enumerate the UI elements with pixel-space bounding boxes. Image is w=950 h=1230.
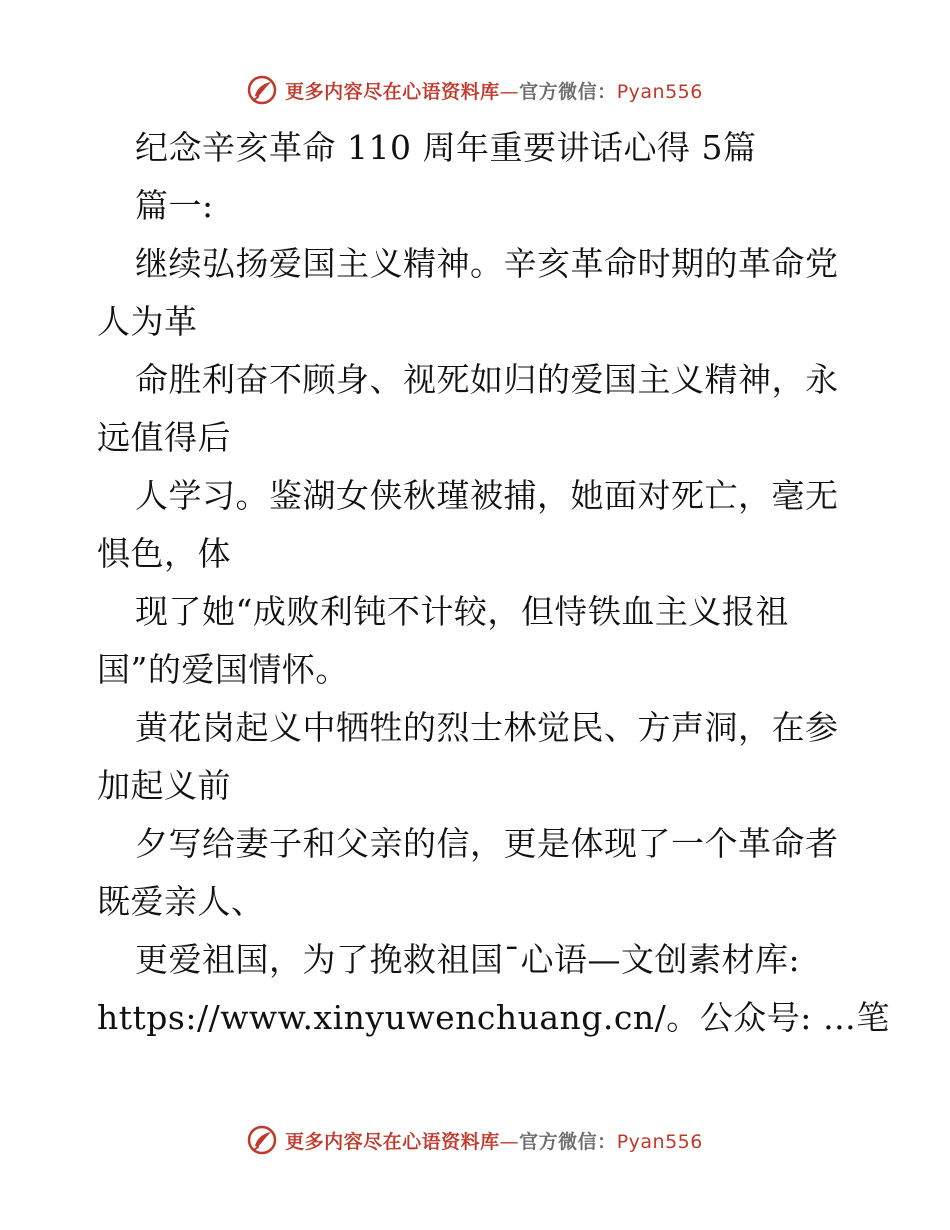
body-line: 现了她“成败利钝不计较，但恃铁血主义报祖: [135, 592, 789, 631]
body-line: 夕写给妻子和父亲的信，更是体现了一个革命者: [135, 824, 839, 863]
footer-dash: —: [499, 1130, 520, 1153]
body-line: 既爱亲人、: [97, 882, 265, 921]
body-line: 黄花岗起义中牺牲的烈士林觉民、方声洞，在参: [135, 708, 839, 747]
footer-site-text: 更多内容尽在心语资料库: [285, 1130, 500, 1153]
body-line: 国”的爱国情怀。: [97, 650, 349, 689]
document-title: 纪念辛亥革命 110 周年重要讲话心得 5篇: [135, 128, 757, 167]
brand-logo-icon: [247, 1125, 277, 1155]
body-line: 继续弘扬爱国主义精神。辛亥革命时期的革命党: [135, 244, 839, 283]
footer-watermark-banner: [0, 1120, 950, 1160]
brand-logo-icon: [247, 75, 277, 105]
section-heading: 篇一:: [135, 186, 214, 225]
body-line: 更爱祖国，为了挽救祖国¯心语—文创素材库:: [135, 940, 801, 979]
footer-wechat-id: Pyan556: [616, 1130, 703, 1153]
header-wechat-id: Pyan556: [616, 80, 703, 103]
footer-wechat-label: 官方微信：: [519, 1130, 617, 1153]
header-site-text: 更多内容尽在心语资料库: [285, 80, 500, 103]
header-watermark-banner: [0, 70, 950, 110]
body-line: 远值得后: [97, 418, 231, 457]
body-line: 人学习。鉴湖女侠秋瑾被捕，她面对死亡，毫无: [135, 476, 839, 515]
body-line: 命胜利奋不顾身、视死如归的爱国主义精神，永: [135, 360, 839, 399]
header-dash: —: [499, 80, 520, 103]
body-line: 加起义前: [97, 766, 231, 805]
body-line: https://www.xinyuwenchuang.cn/。公众号: …笔: [97, 998, 890, 1037]
body-line: 惧色，体: [97, 534, 231, 573]
header-wechat-label: 官方微信：: [519, 80, 617, 103]
footer-banner-text: [285, 1127, 703, 1154]
body-line: 人为革: [97, 302, 198, 341]
header-banner-text: [285, 77, 703, 104]
